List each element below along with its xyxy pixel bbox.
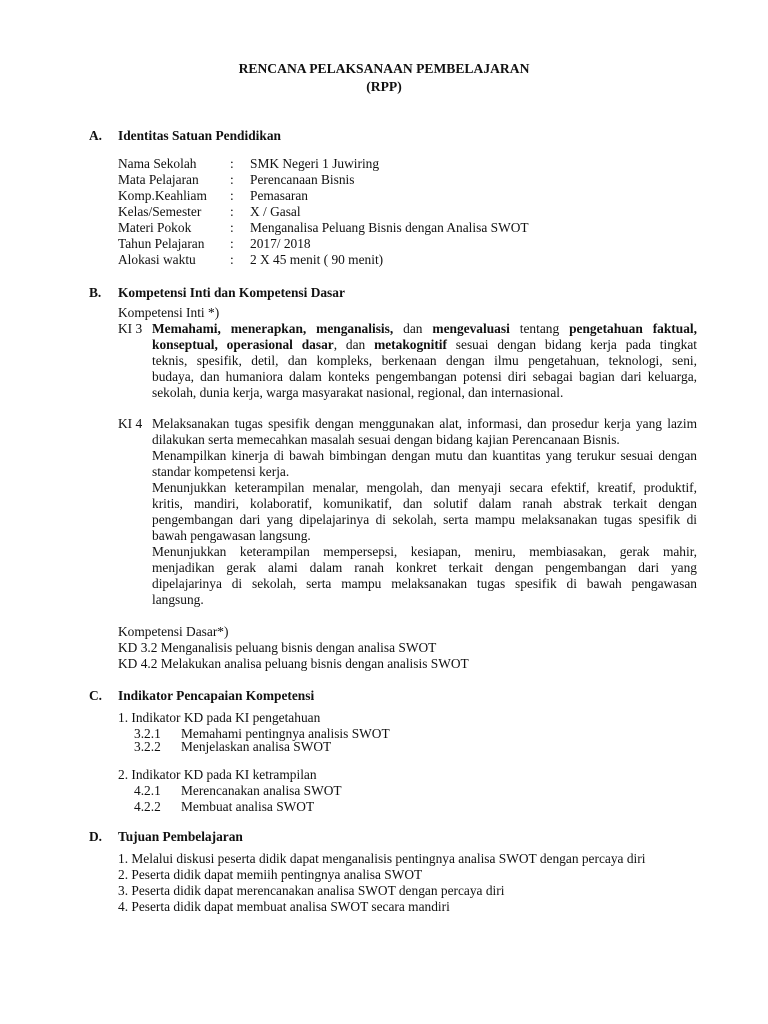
identity-value: Perencanaan Bisnis bbox=[250, 172, 355, 187]
ki3-line: budaya, dan humaniora dalam konteks pengembangan potensi diri sebagai bagian dari keluarga, bbox=[152, 369, 697, 384]
ki4-line: Menunjukkan keterampilan menalar, mengolah, dan menyaji secara efektif, kreatif, produktif, bbox=[152, 480, 697, 495]
identity-row bbox=[118, 220, 529, 236]
objective-item: 1. Melalui diskusi peserta didik dapat menganalisis pentingnya analisa SWOT dengan percaya diri bbox=[118, 851, 646, 866]
section-letter: B. bbox=[89, 285, 102, 300]
section-letter: A. bbox=[89, 128, 103, 143]
ki4-line: Melaksanakan tugas spesifik dengan menggunakan alat, informasi, dan prosedur kerja yang lazim bbox=[152, 416, 697, 431]
identity-value: SMK Negeri 1 Juwiring bbox=[250, 156, 380, 171]
ki4-line: pengembangan dari yang dipelajarinya di sekolah, serta mampu melaksanakan tugas spesifik di bbox=[152, 512, 697, 527]
identity-row bbox=[118, 188, 529, 204]
ki3-line bbox=[152, 321, 697, 337]
identity-row bbox=[118, 252, 529, 268]
identity-row bbox=[118, 156, 529, 172]
identity-value: Menganalisa Peluang Bisnis dengan Analisa SWOT bbox=[250, 220, 529, 235]
indicator-item: Menjelaskan analisa SWOT bbox=[181, 739, 332, 754]
ki3-text: , dan bbox=[333, 337, 366, 352]
objective-item: 4. Peserta didik dapat membuat analisa SWOT secara mandiri bbox=[118, 899, 450, 914]
section-title: Kompetensi Inti dan Kompetensi Dasar bbox=[118, 285, 345, 300]
ki4-line: dipelajarinya di sekolah, serta mampu melaksanakan tugas spesifik di bawah pengawasan bbox=[152, 576, 697, 591]
identity-colon: : bbox=[230, 236, 234, 251]
kd-item: KD 3.2 Menganalisis peluang bisnis dengan analisa SWOT bbox=[118, 640, 437, 655]
identity-label: Materi Pokok bbox=[118, 220, 192, 235]
section-a-heading bbox=[89, 128, 709, 144]
ki4-line: dilakukan serta memecahkan masalah sesuai dengan bidang kajian Perencanaan Bisnis. bbox=[152, 432, 620, 447]
section-letter: C. bbox=[89, 688, 103, 703]
indicator-item: Membuat analisa SWOT bbox=[181, 799, 315, 814]
indicator-item: Merencanakan analisa SWOT bbox=[181, 783, 342, 798]
section-letter: D. bbox=[89, 829, 103, 844]
identity-row bbox=[118, 172, 529, 188]
identity-colon: : bbox=[230, 252, 234, 267]
ki4-paragraph bbox=[152, 416, 697, 608]
identity-value: X / Gasal bbox=[250, 204, 301, 219]
document-title: RENCANA PELAKSANAAN PEMBELAJARAN bbox=[238, 61, 530, 76]
section-c-heading bbox=[89, 688, 709, 704]
indicator-number: 3.2.2 bbox=[134, 739, 161, 754]
ki3-line: sekolah, dunia kerja, warga masyarakat nasional, regional, dan internasional. bbox=[152, 385, 564, 400]
identity-value: 2 X 45 menit ( 90 menit) bbox=[250, 252, 384, 267]
ki3-code: KI 3 bbox=[118, 321, 143, 336]
objective-item: 2. Peserta didik dapat memiih pentingnya analisa SWOT bbox=[118, 867, 423, 882]
ki3-bold: mengevaluasi bbox=[432, 321, 510, 336]
ki3-text: dan bbox=[403, 321, 423, 336]
indicator-number: 4.2.1 bbox=[134, 783, 161, 798]
ki4-line: Menampilkan kinerja di bawah bimbingan dengan mutu dan kuantitas yang terukur sesuai dengan bbox=[152, 448, 697, 463]
ki3-line: teknis, spesifik, detil, dan kompleks, berkenaan dengan ilmu pengetahuan, teknologi, seni, bbox=[152, 353, 697, 368]
section-d-heading bbox=[89, 829, 709, 845]
indicator-group: 1. Indikator KD pada KI pengetahuan bbox=[118, 710, 321, 725]
identity-label: Komp.Keahliam bbox=[118, 188, 207, 203]
ki3-bold: konseptual, operasional dasar bbox=[152, 337, 334, 352]
indicator-item: Memahami pentingnya analisis SWOT bbox=[181, 726, 390, 741]
section-title: Identitas Satuan Pendidikan bbox=[118, 128, 281, 143]
ki3-line bbox=[152, 337, 697, 353]
kd-item: KD 4.2 Melakukan analisa peluang bisnis dengan analisis SWOT bbox=[118, 656, 469, 671]
identity-label: Kelas/Semester bbox=[118, 204, 202, 219]
identity-colon: : bbox=[230, 188, 234, 203]
ki3-text: sesuai dengan bidang kerja pada tingkat bbox=[455, 337, 697, 352]
identity-label: Alokasi waktu bbox=[118, 252, 196, 267]
identity-row bbox=[118, 236, 529, 252]
objective-item: 3. Peserta didik dapat merencanakan analisa SWOT dengan percaya diri bbox=[118, 883, 505, 898]
ki4-line: kritis, mandiri, kolaboratif, komunikatif, dan solutif dalam ranah abstrak terkait dengan bbox=[152, 496, 697, 511]
identity-label: Tahun Pelajaran bbox=[118, 236, 205, 251]
ki4-line: bawah pengawasan langsung. bbox=[152, 528, 311, 543]
section-title: Tujuan Pembelajaran bbox=[118, 829, 243, 844]
kd-label: Kompetensi Dasar*) bbox=[118, 624, 229, 639]
identity-colon: : bbox=[230, 220, 234, 235]
section-b-heading bbox=[89, 285, 709, 301]
identity-row bbox=[118, 204, 529, 220]
ki4-line: Menunjukkan keterampilan mempersepsi, kesiapan, meniru, membiasakan, gerak mahir, bbox=[152, 544, 697, 559]
indicator-number: 3.2.1 bbox=[134, 726, 161, 741]
ki4-line: standar kompetensi kerja. bbox=[152, 464, 290, 479]
ki4-code: KI 4 bbox=[118, 416, 143, 431]
indicator-number: 4.2.2 bbox=[134, 799, 161, 814]
identity-colon: : bbox=[230, 172, 234, 187]
ki3-bold: pengetahuan faktual, bbox=[569, 321, 697, 336]
ki-label: Kompetensi Inti *) bbox=[118, 305, 220, 320]
section-title: Indikator Pencapaian Kompetensi bbox=[118, 688, 315, 703]
identity-value: 2017/ 2018 bbox=[250, 236, 311, 251]
ki3-text: tentang bbox=[519, 321, 560, 336]
identity-label: Mata Pelajaran bbox=[118, 172, 199, 187]
ki3-bold: Memahami, menerapkan, menganalisis, bbox=[152, 321, 394, 336]
ki3-paragraph bbox=[152, 321, 697, 401]
ki3-bold: metakognitif bbox=[374, 337, 447, 352]
indicator-group: 2. Indikator KD pada KI ketrampilan bbox=[118, 767, 317, 782]
identity-colon: : bbox=[230, 156, 234, 171]
document-subtitle: (RPP) bbox=[366, 79, 402, 94]
identity-table bbox=[118, 156, 529, 268]
identity-colon: : bbox=[230, 204, 234, 219]
ki4-line: menjadikan gerak alami dalam ranah konkret terkait dengan pengembangan dari yang bbox=[152, 560, 697, 575]
identity-label: Nama Sekolah bbox=[118, 156, 197, 171]
identity-value: Pemasaran bbox=[250, 188, 309, 203]
ki4-line: langsung. bbox=[152, 592, 204, 607]
